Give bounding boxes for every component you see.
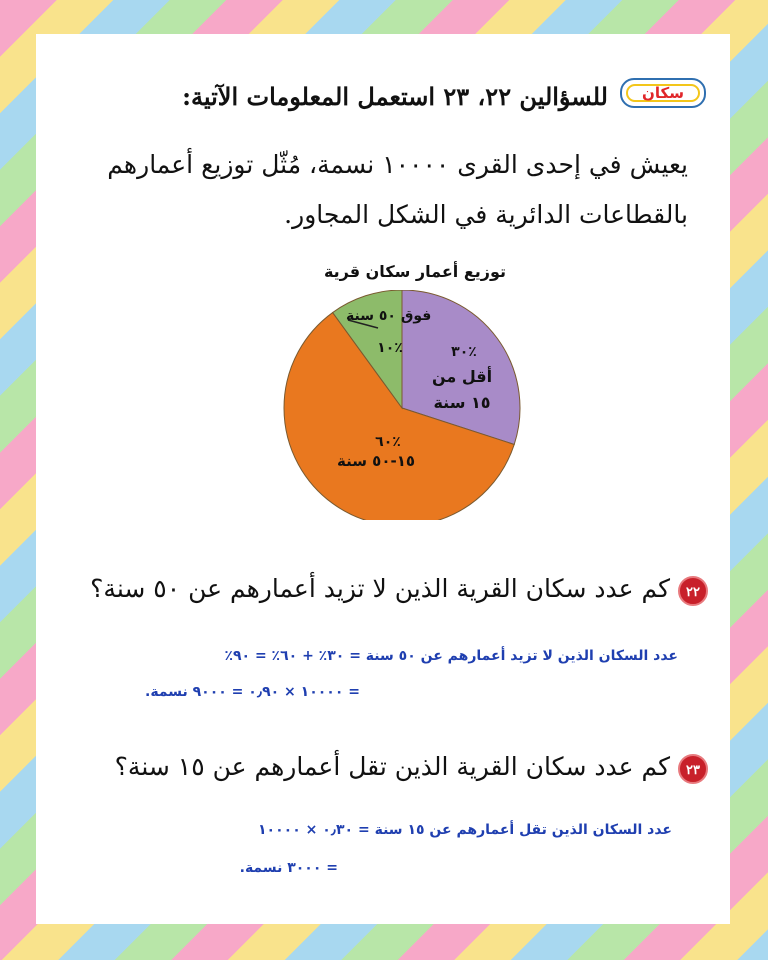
question-22-text: كم عدد سكان القرية الذين لا تزيد أعمارهم عن ٥٠ سنة؟ <box>90 574 670 603</box>
question-23-text: كم عدد سكان القرية الذين تقل أعمارهم عن ١٥ سنة؟ <box>114 752 670 781</box>
answer-23-line1: عدد السكان الذين تقل أعمارهم عن ١٥ سنة = ٠٫٣٠ × ١٠٠٠٠ <box>258 822 672 838</box>
chart-title: توزيع أعمار سكان قرية <box>323 262 507 281</box>
over50-callout-label: فوق ٥٠ سنة <box>346 308 432 324</box>
answer-22-line1: عدد السكان الذين لا تزيد أعمارهم عن ٥٠ سنة = ٣٠٪ + ٦٠٪ = ٩٠٪ <box>224 648 678 664</box>
topic-tag-label: سكان <box>642 84 684 102</box>
under15-label-line2: ١٥ سنة <box>433 393 491 412</box>
question-23-number-badge: ٢٣ <box>678 754 708 784</box>
mid-value-label: ٦٠٪ <box>375 434 401 450</box>
under15-label-line1: أقل من <box>431 367 493 386</box>
topic-tag <box>620 78 706 108</box>
question-22-number-badge: ٢٢ <box>678 576 708 606</box>
under15-value-label: ٣٠٪ <box>451 344 477 360</box>
section-heading: للسؤالين ٢٢، ٢٣ استعمل المعلومات الآتية: <box>182 82 608 111</box>
answer-23-line2: = ٣٠٠٠ نسمة. <box>239 860 338 876</box>
mid-label: ١٥-٥٠ سنة <box>336 452 416 470</box>
question-22 <box>90 574 708 606</box>
intro-paragraph: يعيش في إحدى القرى ١٠٠٠٠ نسمة، مُثّل توزيع أعمارهم بالقطاعات الدائرية في الشكل المجاور. <box>107 150 688 229</box>
over50-value-label: ١٠٪ <box>377 340 403 356</box>
question-23 <box>115 752 708 784</box>
pie-chart <box>250 290 550 520</box>
answer-22-line2: = ١٠٠٠٠ × ٠٫٩٠ = ٩٠٠٠ نسمة. <box>145 684 360 700</box>
